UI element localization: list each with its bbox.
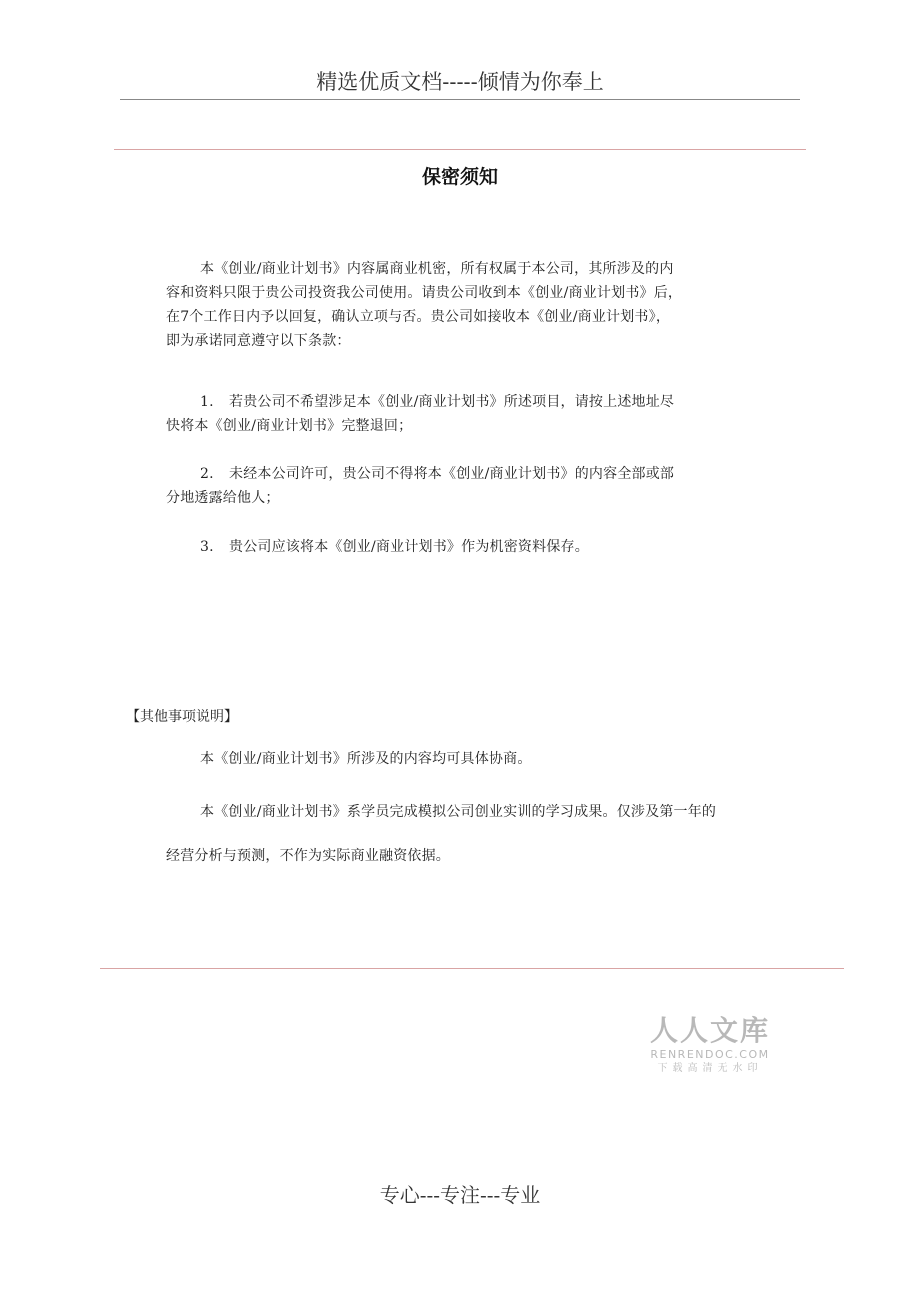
watermark-logo-text: 人人文库 [649,1014,770,1047]
document-title: 保密须知 [421,166,498,188]
clause-text: 分地透露给他人； [166,490,280,506]
page-header-text: 精选优质文档-----倾情为你奉上 [316,70,604,94]
clause-number: 1. [200,394,214,410]
clause-text: 若贵公司不希望涉足本《创业/商业计划书》所述项目，请按上述地址尽 [229,394,675,410]
top-accent-divider [114,149,806,150]
clause-text: 快将本《创业/商业计划书》完整退回； [166,418,413,434]
clause-text: 未经本公司许可，贵公司不得将本《创业/商业计划书》的内容全部或部 [229,466,675,482]
page-footer-text: 专心---专注---专业 [379,1183,541,1207]
intro-line: 容和资料只限于贵公司投资我公司使用。请贵公司收到本《创业/商业计划书》后， [166,285,683,301]
clause-item [166,535,766,559]
intro-line: 本《创业/商业计划书》内容属商业机密，所有权属于本公司，其所涉及的内 [200,261,674,277]
other-notes-line: 经营分析与预测，不作为实际商业融资依据。 [166,848,450,864]
intro-line: 即为承诺同意遵守以下条款： [166,333,351,349]
other-notes-line: 本《创业/商业计划书》系学员完成模拟公司创业实训的学习成果。仅涉及第一年的 [200,804,717,820]
other-notes-paragraph [166,747,766,771]
other-notes-line: 本《创业/商业计划书》所涉及的内容均可具体协商。 [200,751,532,767]
intro-line: 在7个工作日内予以回复，确认立项与否。贵公司如接收本《创业/商业计划书》， [166,309,671,325]
clause-item [166,462,766,510]
intro-paragraph [166,257,766,353]
watermark-tagline: 下载高清无水印 [657,1063,763,1074]
header-divider [120,99,800,100]
clause-number: 2. [200,466,214,482]
other-notes-heading: 【其他事项说明】 [126,709,238,725]
other-notes-paragraph [166,790,806,878]
clause-number: 3. [200,539,214,555]
clause-item [166,390,766,438]
watermark-site-text: RENRENDOC.COM [650,1048,770,1061]
clause-text: 贵公司应该将本《创业/商业计划书》作为机密资料保存。 [229,539,589,555]
watermark-logo [645,1014,775,1076]
bottom-accent-divider [100,968,844,969]
